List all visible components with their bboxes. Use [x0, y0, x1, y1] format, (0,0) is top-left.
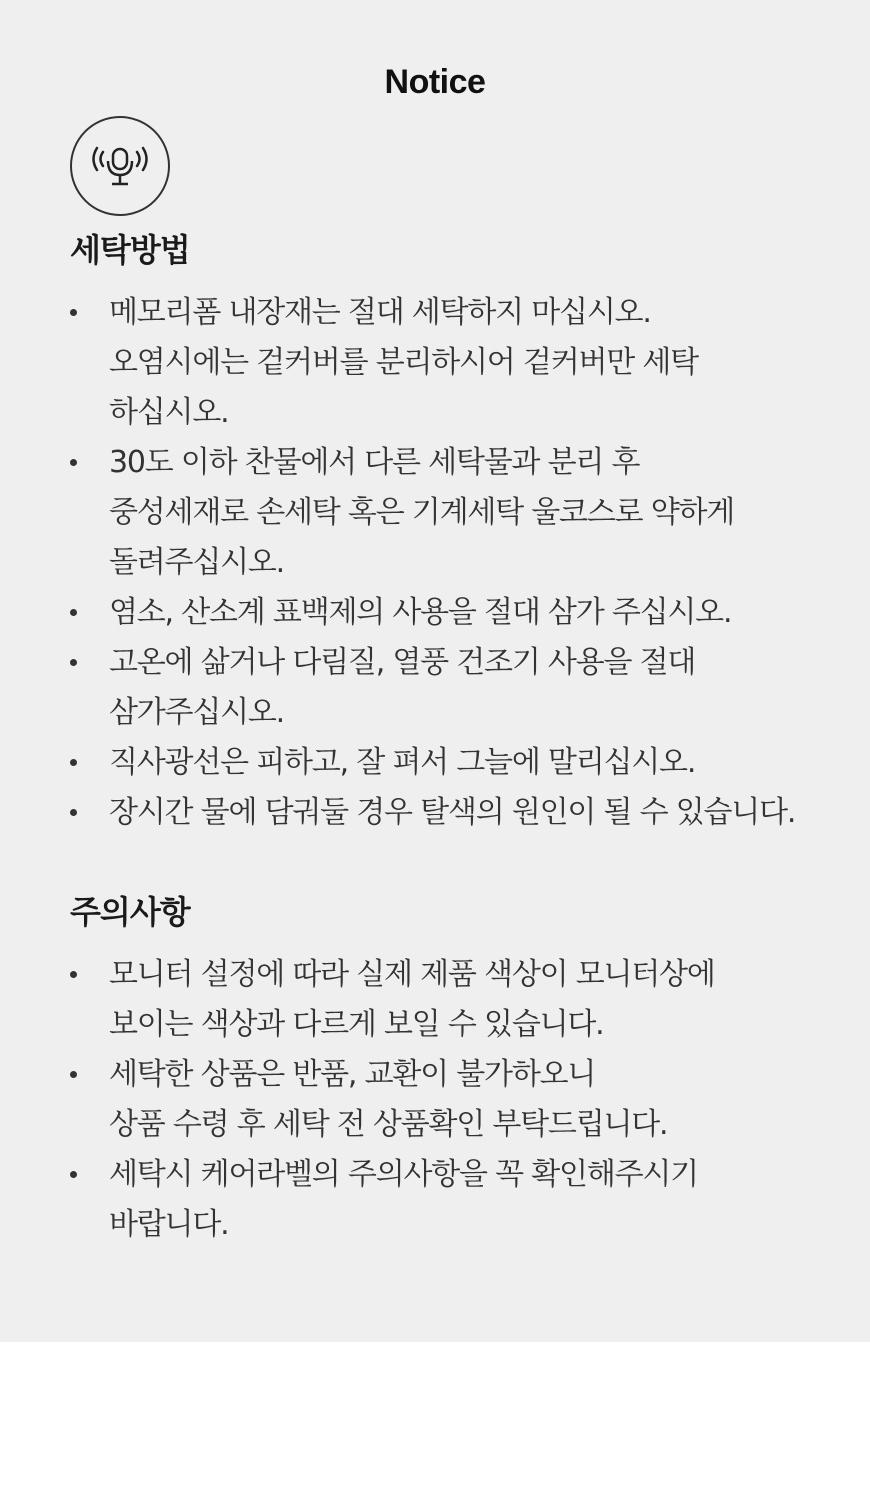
washing-list — [0, 288, 849, 838]
item-line: 30도 이하 찬물에서 다른 세탁물과 분리 후 — [109, 445, 640, 480]
item-line: 세탁시 케어라벨의 주의사항을 꼭 확인해주시기 — [109, 1157, 698, 1192]
bullet — [70, 459, 77, 466]
bullet — [70, 659, 77, 666]
item-line: 돌려주십시오. — [109, 545, 285, 580]
item-line: 삼가주십시오. — [109, 695, 285, 730]
bullet — [70, 609, 77, 616]
item-line: 보이는 색상과 다르게 보일 수 있습니다. — [109, 1007, 604, 1042]
list-item — [0, 950, 849, 1050]
item-line: 장시간 물에 담궈둘 경우 탈색의 원인이 될 수 있습니다. — [109, 795, 796, 830]
item-line: 바랍니다. — [109, 1207, 229, 1242]
list-item — [0, 588, 849, 638]
item-line: 상품 수령 후 세탁 전 상품확인 부탁드립니다. — [109, 1107, 668, 1142]
item-line: 염소, 산소계 표백제의 사용을 절대 삼가 주십시오. — [109, 595, 732, 630]
bullet — [70, 971, 77, 978]
list-item — [0, 738, 849, 788]
notice-title: Notice — [384, 63, 486, 101]
bullet — [70, 759, 77, 766]
list-item — [0, 1150, 849, 1250]
list-item — [0, 788, 849, 838]
item-line: 직사광선은 피하고, 잘 펴서 그늘에 말리십시오. — [109, 745, 696, 780]
list-item — [0, 288, 849, 438]
item-line: 메모리폼 내장재는 절대 세탁하지 마십시오. — [109, 295, 651, 330]
bullet — [70, 1071, 77, 1078]
bullet — [70, 1171, 77, 1178]
list-item — [0, 438, 849, 588]
microphone-broadcast-icon — [90, 146, 150, 186]
item-line: 세탁한 상품은 반품, 교환이 불가하오니 — [109, 1057, 596, 1092]
item-line: 오염시에는 겉커버를 분리하시어 겉커버만 세탁 — [109, 345, 698, 380]
washing-section-title: 세탁방법 — [70, 231, 190, 269]
caution-section-title: 주의사항 — [70, 893, 190, 931]
list-item — [0, 1050, 849, 1150]
item-line: 중성세재로 손세탁 혹은 기계세탁 울코스로 약하게 — [109, 495, 735, 530]
item-line: 고온에 삶거나 다림질, 열풍 건조기 사용을 절대 — [109, 645, 696, 680]
bullet — [70, 309, 77, 316]
bullet — [70, 809, 77, 816]
microphone-badge — [70, 116, 170, 216]
list-item — [0, 638, 849, 738]
item-line: 모니터 설정에 따라 실제 제품 색상이 모니터상에 — [109, 957, 715, 992]
caution-list — [0, 950, 849, 1250]
item-line: 하십시오. — [109, 395, 229, 430]
